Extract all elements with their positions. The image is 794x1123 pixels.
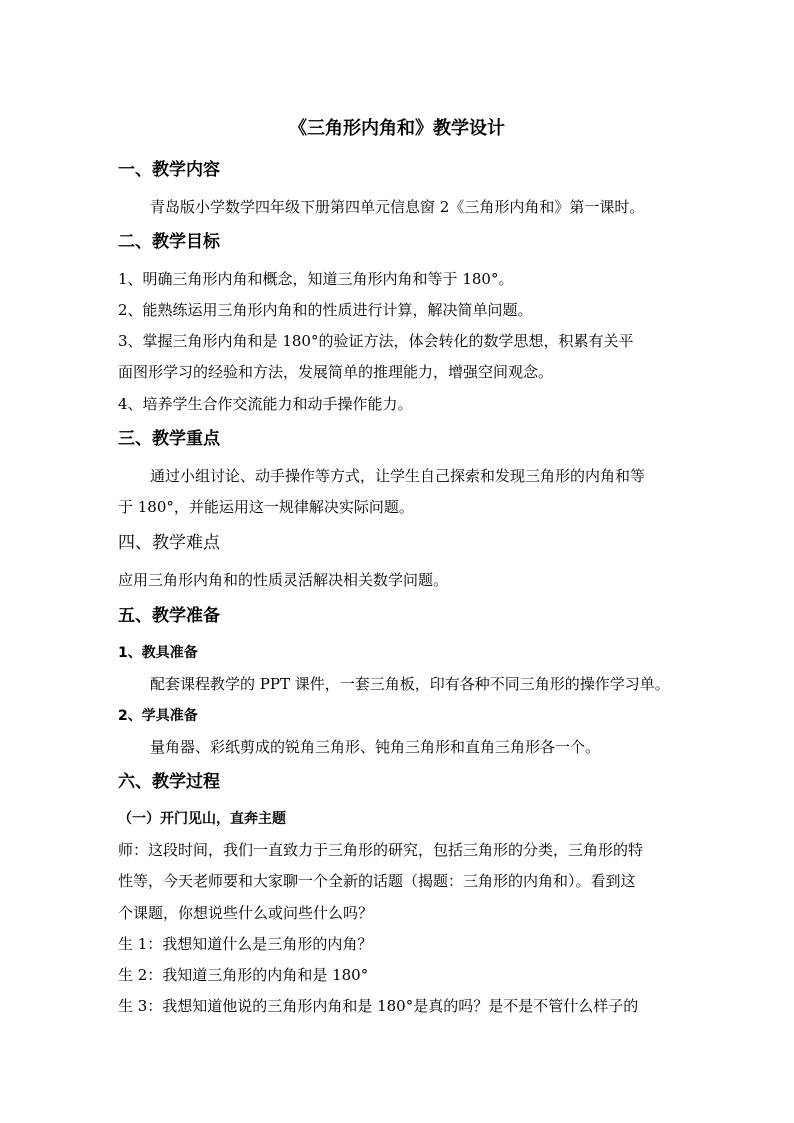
dialogue-line-2: 性等，今天老师要和大家聊一个全新的话题（揭题：三角形的内角和）。看到这: [118, 872, 636, 890]
key-points-line-2: 于 180°，并能运用这一规律解决实际问题。: [118, 498, 414, 516]
subheading-teaching-aids: 1、教具准备: [118, 645, 198, 661]
dialogue-line-3: 个课题，你想说些什么或问些什么吗？: [118, 904, 374, 922]
dialogue-line-4: 生 1：我想知道什么是三角形的内角？: [118, 935, 373, 953]
paragraph-content: 青岛版小学数学四年级下册第四单元信息窗 2《三角形内角和》第一课时。: [150, 198, 645, 216]
subheading-opening: （一）开门见山，直奔主题: [118, 811, 286, 827]
objective-item-4: 4、培养学生合作交流能力和动手操作能力。: [118, 395, 413, 413]
document-title: 《三角形内角和》教学设计: [289, 118, 505, 139]
objective-item-3: 3、掌握三角形内角和是 180°的验证方法，体会转化的数学思想，积累有关平: [118, 332, 634, 350]
teaching-aids-text: 配套课程教学的 PPT 课件，一套三角板，印有各种不同三角形的操作学习单。: [150, 675, 670, 693]
difficulties-text: 应用三角形内角和的性质灵活解决相关数学问题。: [118, 571, 449, 589]
key-points-line-1: 通过小组讨论、动手操作等方式，让学生自己探索和发现三角形的内角和等: [150, 467, 646, 485]
section-heading-objectives: 二、教学目标: [118, 232, 220, 252]
objective-item-1: 1、明确三角形内角和概念，知道三角形内角和等于 180°。: [118, 270, 514, 288]
objective-item-2: 2、能熟练运用三角形内角和的性质进行计算，解决简单问题。: [118, 301, 533, 319]
section-heading-process: 六、教学过程: [118, 772, 220, 792]
objective-item-3-cont: 面图形学习的经验和方法，发展简单的推理能力，增强空间观念。: [118, 363, 554, 381]
subheading-student-materials: 2、学具准备: [118, 708, 198, 724]
section-heading-preparation: 五、教学准备: [118, 606, 220, 626]
section-heading-difficulties: 四、教学难点: [118, 533, 220, 553]
section-heading-key-points: 三、教学重点: [118, 429, 220, 449]
section-heading-content: 一、教学内容: [118, 160, 220, 180]
dialogue-line-6: 生 3：我想知道他说的三角形内角和是 180°是真的吗？是不是不管什么样子的: [118, 997, 639, 1015]
dialogue-line-5: 生 2：我知道三角形的内角和是 180°: [118, 966, 369, 984]
student-materials-text: 量角器、彩纸剪成的锐角三角形、钝角三角形和直角三角形各一个。: [150, 738, 601, 756]
dialogue-line-1: 师：这段时间，我们一直致力于三角形的研究，包括三角形的分类，三角形的特: [118, 841, 644, 859]
